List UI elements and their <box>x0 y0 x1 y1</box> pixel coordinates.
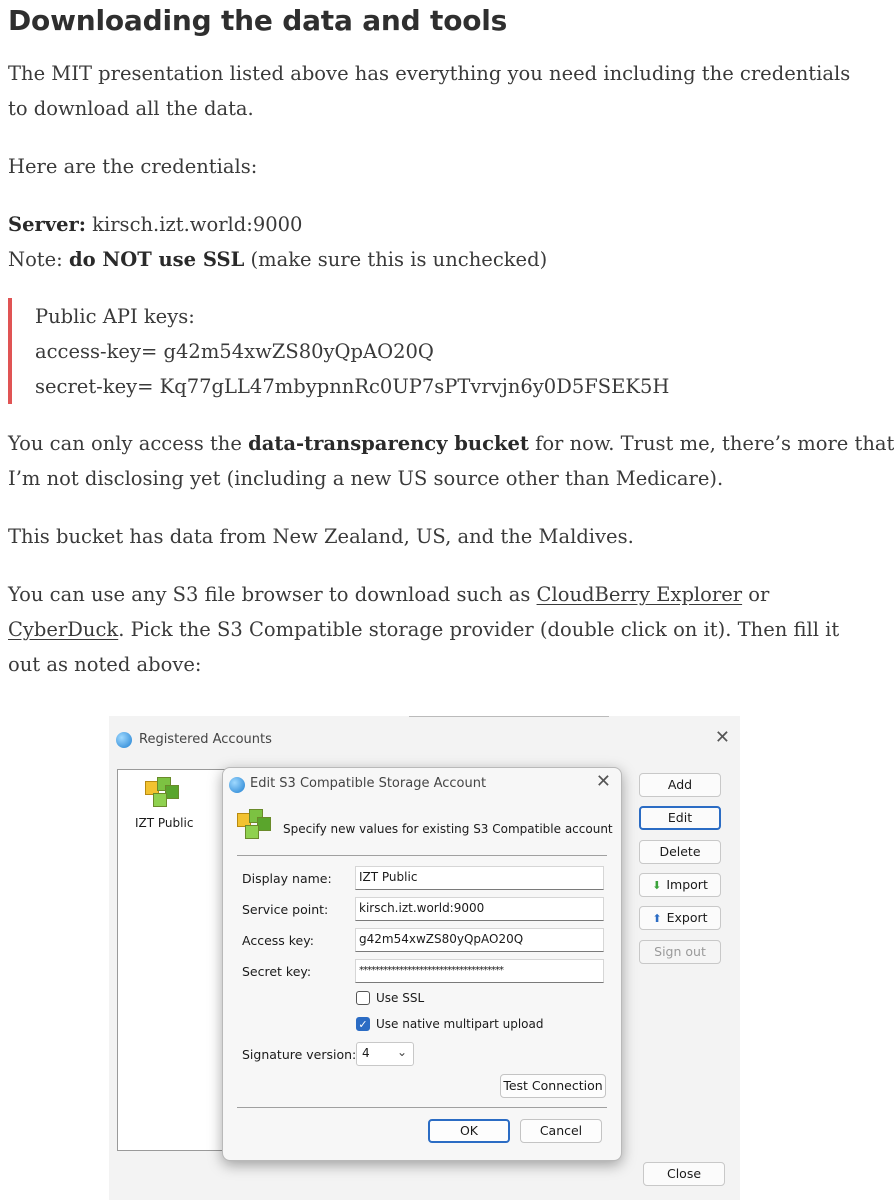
secret-key-label: Secret key: <box>242 964 312 979</box>
p3-post: for now. Trust me, there’s more that <box>528 432 894 455</box>
p5-pre: You can use any S3 file browser to download such as <box>8 583 537 606</box>
delete-button[interactable]: Delete <box>639 840 721 864</box>
test-connection-button[interactable]: Test Connection <box>500 1074 606 1098</box>
checkmark-icon: ✓ <box>358 1018 368 1031</box>
import-label: Import <box>666 877 708 892</box>
note-suffix: (make sure this is unchecked) <box>244 248 548 271</box>
dialog-close-icon[interactable]: ✕ <box>595 771 611 792</box>
section-heading: Downloading the data and tools <box>8 4 508 37</box>
registered-accounts-close-icon[interactable]: ✕ <box>714 727 730 748</box>
background-window-strip <box>409 716 609 724</box>
separator-top <box>237 855 607 856</box>
dialog-s3-cubes-icon <box>237 809 275 843</box>
signature-version-label: Signature version: <box>242 1047 357 1062</box>
cyberduck-link[interactable]: CyberDuck <box>8 618 119 641</box>
s3-browser-line2 <box>8 612 839 647</box>
export-label: Export <box>666 910 708 925</box>
access-key-label: Access key: <box>242 933 314 948</box>
signature-version-value: 4 <box>362 1046 370 1060</box>
s3-browser-line3: out as noted above: <box>8 653 202 676</box>
paragraph-intro-line1: The MIT presentation listed above has everything you need including the credentials <box>8 62 851 85</box>
separator-bottom <box>237 1107 607 1108</box>
sign-out-button[interactable]: Sign out <box>639 940 721 964</box>
server-value: kirsch.izt.world:9000 <box>85 213 303 236</box>
p5-post: . Pick the S3 Compatible storage provider (double click on it). Then fill it <box>118 618 840 641</box>
accounts-list[interactable] <box>117 769 237 1151</box>
service-point-field[interactable]: kirsch.izt.world:9000 <box>355 897 604 921</box>
s3-browser-line1 <box>8 577 769 612</box>
use-ssl-checkbox[interactable] <box>356 991 370 1005</box>
account-item-izt-public[interactable]: IZT Public <box>135 816 194 830</box>
bucket-access-line2: I’m not disclosing yet (including a new US source other than Medicare). <box>8 467 724 490</box>
cloudberry-link[interactable]: CloudBerry Explorer <box>536 583 743 606</box>
bucket-access-line1 <box>8 426 894 461</box>
cloud-icon <box>116 732 132 748</box>
import-button[interactable] <box>639 873 721 897</box>
secret-key-field[interactable]: ************************************ <box>355 959 604 983</box>
access-key-field[interactable]: g42m54xwZS80yQpAO20Q <box>355 928 604 952</box>
ssl-note-line <box>8 242 547 277</box>
multipart-upload-label: Use native multipart upload <box>376 1017 544 1031</box>
quote-line-access-key: access-key= g42m54xwZS80yQpAO20Q <box>35 340 434 363</box>
multipart-upload-checkbox[interactable] <box>356 1017 370 1031</box>
display-name-label: Display name: <box>242 871 332 886</box>
p3-pre: You can only access the <box>8 432 249 455</box>
export-arrow-icon: ⬆ <box>652 912 662 925</box>
note-bold: do NOT use SSL <box>68 248 245 271</box>
paragraph-credentials: Here are the credentials: <box>8 155 258 178</box>
server-label: Server: <box>8 213 86 236</box>
quote-line-title: Public API keys: <box>35 305 195 328</box>
dialog-title: Edit S3 Compatible Storage Account <box>250 776 487 791</box>
edit-s3-account-dialog <box>222 767 622 1161</box>
paragraph-intro-line2: to download all the data. <box>8 97 254 120</box>
registered-accounts-title: Registered Accounts <box>139 732 272 747</box>
use-ssl-label: Use SSL <box>376 991 425 1005</box>
close-button[interactable]: Close <box>643 1162 725 1186</box>
server-line <box>8 207 302 242</box>
import-arrow-icon: ⬇ <box>652 879 662 892</box>
chevron-down-icon: ⌄ <box>396 1045 407 1059</box>
s3-cubes-icon <box>145 777 183 811</box>
bucket-countries: This bucket has data from New Zealand, US, and the Maldives. <box>8 525 634 548</box>
edit-button[interactable]: Edit <box>639 806 721 830</box>
registered-accounts-window <box>109 716 740 1200</box>
cancel-button[interactable]: Cancel <box>520 1119 602 1143</box>
quote-line-secret-key: secret-key= Kq77gLL47mbypnnRc0UP7sPTvrvjn6y0D5FSEK5H <box>35 375 670 398</box>
dialog-description: Specify new values for existing S3 Compatible account <box>283 822 613 836</box>
p5-mid: or <box>742 583 770 606</box>
api-keys-blockquote <box>8 298 708 404</box>
signature-version-select[interactable] <box>356 1042 414 1066</box>
note-prefix: Note: <box>8 248 69 271</box>
add-button[interactable]: Add <box>639 773 721 797</box>
display-name-field[interactable]: IZT Public <box>355 866 604 890</box>
export-button[interactable] <box>639 906 721 930</box>
ok-button[interactable]: OK <box>428 1119 510 1143</box>
service-point-label: Service point: <box>242 902 329 917</box>
dialog-cloud-icon <box>229 777 245 793</box>
bucket-name: data-transparency bucket <box>248 432 529 455</box>
